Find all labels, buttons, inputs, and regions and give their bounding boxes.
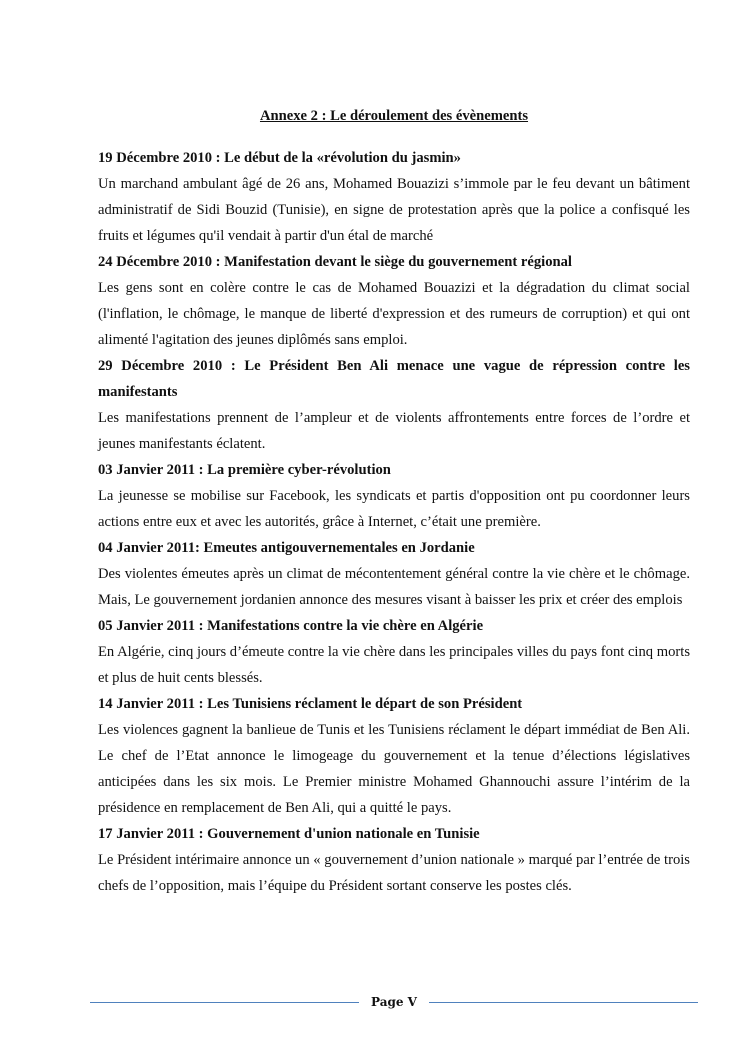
event-section [98,145,690,249]
document-body [98,103,690,899]
footer-rule-right [429,1002,698,1003]
page-number: Page V [371,995,417,1009]
event-heading: 29 Décembre 2010 : Le Président Ben Ali menace une vague de répression contre les manifestants [98,358,690,400]
page-footer [90,990,698,1014]
event-heading: 04 Janvier 2011: Emeutes antigouvernementales en Jordanie [98,540,475,556]
event-section [98,691,690,821]
event-heading: 19 Décembre 2010 : Le début de la «révolution du jasmin» [98,150,461,166]
event-heading: 03 Janvier 2011 : La première cyber-révolution [98,462,391,478]
event-text: En Algérie, cinq jours d’émeute contre la vie chère dans les principales villes du pays font cinq morts et plus de huit cents blessés. [98,644,690,686]
event-section [98,353,690,457]
document-title: Annexe 2 : Le déroulement des évènements [259,108,529,124]
event-section [98,821,690,899]
event-text: Des violentes émeutes après un climat de mécontentement général contre la vie chère et le chômage. Mais, Le gouvernement jordanien annonce des mesures visant à baisser les prix et créer des emplois [98,566,690,608]
event-text: Les manifestations prennent de l’ampleur et de violents affrontements entre forces de l’ordre et jeunes manifestants éclatent. [98,410,690,452]
event-text: Un marchand ambulant âgé de 26 ans, Mohamed Bouazizi s’immole par le feu devant un bâtiment administratif de Sidi Bouzid (Tunisie), en signe de protestation après que la police a confisqué les fruits et légumes qu'il vendait à partir d'un étal de marché [98,176,690,244]
event-section [98,249,690,353]
event-section [98,613,690,691]
event-heading: 14 Janvier 2011 : Les Tunisiens réclament le départ de son Président [98,696,523,712]
event-text: Le Président intérimaire annonce un « gouvernement d’union nationale » marqué par l’entrée de trois chefs de l’opposition, mais l’équipe du Président sortant conserve les postes clés. [98,852,690,894]
event-heading: 05 Janvier 2011 : Manifestations contre la vie chère en Algérie [98,618,484,634]
event-section [98,535,690,613]
event-heading: 24 Décembre 2010 : Manifestation devant le siège du gouvernement régional [98,254,572,270]
event-section [98,457,690,535]
event-text: Les violences gagnent la banlieue de Tunis et les Tunisiens réclament le départ immédiat de Ben Ali. Le chef de l’Etat annonce le limogeage du gouvernement et la tenue d’élections législatives anticipées dans les six mois. Le Premier ministre Mohamed Ghannouchi assure l’intérim de la présidence en remplacement de Ben Ali, qui a quitté le pays. [98,722,690,816]
event-text: Les gens sont en colère contre le cas de Mohamed Bouazizi et la dégradation du climat social (l'inflation, le chômage, le manque de liberté d'expression et des rumeurs de corruption) et qui ont alimenté l'agitation des jeunes diplômés sans emploi. [98,280,690,348]
event-heading: 17 Janvier 2011 : Gouvernement d'union nationale en Tunisie [98,826,480,842]
event-text: La jeunesse se mobilise sur Facebook, les syndicats et partis d'opposition ont pu coordonner leurs actions entre eux et avec les autorités, grâce à Internet, c’était une première. [98,488,690,530]
footer-rule-left [90,1002,359,1003]
